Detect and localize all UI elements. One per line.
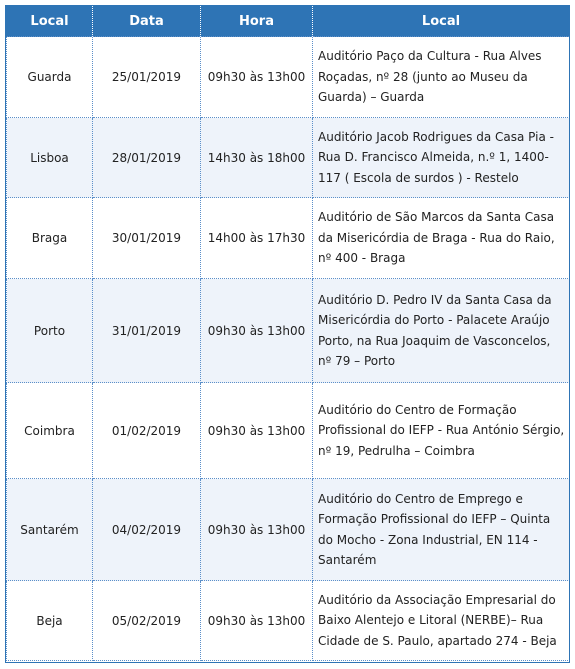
cell-endereco: Auditório do Centro de Formação Profissional do IEFP - Rua António Sérgio, nº 19, Pedrulha – Coimbra: [313, 383, 570, 479]
cell-local: Porto: [7, 279, 93, 383]
table-row: [7, 581, 570, 661]
cell-endereco: Auditório D. Pedro IV da Santa Casa da Misericórdia do Porto - Palacete Araújo Porto, na Rua Joaquim de Vasconcelos, nº 79 – Porto: [313, 279, 570, 383]
cell-data: 30/01/2019: [93, 198, 201, 279]
cell-local: Beja: [7, 581, 93, 661]
cell-local: Lisboa: [7, 118, 93, 198]
table-row: [7, 479, 570, 581]
cell-hora: 09h30 às 13h00: [201, 581, 313, 661]
table-row: [7, 383, 570, 479]
cell-data: 25/01/2019: [93, 37, 201, 118]
cell-local: Santarém: [7, 479, 93, 581]
header-data: Data: [93, 6, 201, 37]
cell-endereco: Auditório Paço da Cultura - Rua Alves Roçadas, nº 28 (junto ao Museu da Guarda) – Guarda: [313, 37, 570, 118]
cell-endereco: Auditório do Centro de Emprego e Formação Profissional do IEFP – Quinta do Mocho - Zona Industrial, EN 114 - Santarém: [313, 479, 570, 581]
table-row: [7, 198, 570, 279]
cell-hora: 09h30 às 13h00: [201, 37, 313, 118]
cell-local: Coimbra: [7, 383, 93, 479]
cell-endereco: Auditório Jacob Rodrigues da Casa Pia - Rua D. Francisco Almeida, n.º 1, 1400-117 ( Escola de surdos ) - Restelo: [313, 118, 570, 198]
header-local: Local: [7, 6, 93, 37]
table-row: [7, 279, 570, 383]
cell-hora: 14h30 às 18h00: [201, 118, 313, 198]
table-row: [7, 118, 570, 198]
cell-data: 04/02/2019: [93, 479, 201, 581]
cell-data: 31/01/2019: [93, 279, 201, 383]
cell-hora: 14h00 às 17h30: [201, 198, 313, 279]
cell-data: 01/02/2019: [93, 383, 201, 479]
cell-hora: 09h30 às 13h00: [201, 279, 313, 383]
table-row: [7, 37, 570, 118]
header-hora: Hora: [201, 6, 313, 37]
cell-hora: 09h30 às 13h00: [201, 383, 313, 479]
schedule-table: [6, 6, 570, 661]
cell-local: Braga: [7, 198, 93, 279]
cell-local: Guarda: [7, 37, 93, 118]
cell-data: 05/02/2019: [93, 581, 201, 661]
cell-data: 28/01/2019: [93, 118, 201, 198]
cell-endereco: Auditório de São Marcos da Santa Casa da Misericórdia de Braga - Rua do Raio, nº 400 - Braga: [313, 198, 570, 279]
cell-endereco: Auditório da Associação Empresarial do Baixo Alentejo e Litoral (NERBE)– Rua Cidade de S. Paulo, apartado 274 - Beja: [313, 581, 570, 661]
cell-hora: 09h30 às 13h00: [201, 479, 313, 581]
table-header-row: [7, 6, 570, 37]
header-endereco: Local: [313, 6, 570, 37]
